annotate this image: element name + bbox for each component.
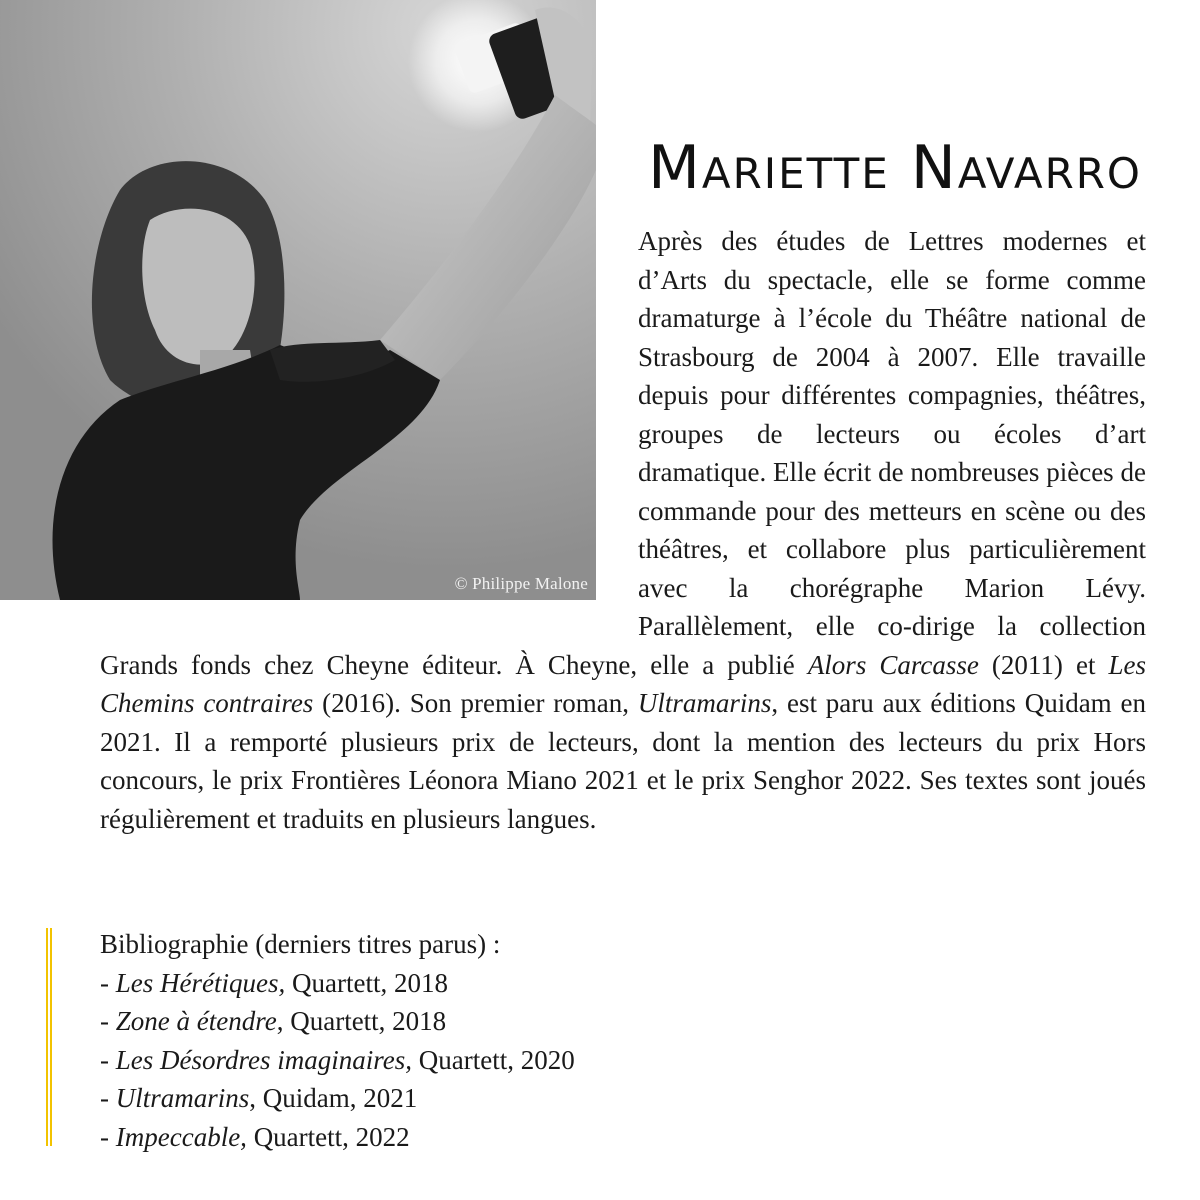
- bibliography-publisher: , Quartett, 2018: [276, 1006, 447, 1036]
- bibliography-publisher: , Quidam, 2021: [249, 1083, 418, 1113]
- bio-text-part3: (2016). Son premier roman,: [313, 688, 638, 718]
- bio-text-part4: , est paru aux éditions Quidam en 2021. Il a remporté plusieurs prix de lecteurs, dont la mention des lecteurs du prix Hors concours, le prix Frontières Léonora Miano 2021 et le prix Senghor 2022. Ses textes sont joués régulièrement et traduits en plusieurs langues.: [100, 688, 1146, 834]
- bibliography-heading: Bibliographie (derniers titres parus) :: [100, 929, 501, 959]
- bibliography-dash: -: [100, 1044, 116, 1075]
- bibliography-publisher: Quartett, 2020: [412, 1044, 575, 1075]
- bio-text-part1: Après des études de Lettres modernes et d’Arts du spectacle, elle se forme comme dramaturge à l’école du Théâtre national de Strasbourg de 2004 à 2007. Elle travaille depuis pour différentes compagnies, théâtres, groupes de lecteurs ou écoles d’art dramatique. Elle écrit de nombreuses pièces de commande pour des metteurs en scène ou des théâtres, et collabore plus particulièrement avec la chorégraphe Marion Lévy. Parallèlement, elle co-dirige la collection Grands fonds chez Cheyne éditeur. À Cheyne, elle a publié: [100, 226, 1146, 680]
- bibliography-item: [100, 1118, 1000, 1157]
- bibliography-publisher: Quartett, 2018: [285, 967, 448, 998]
- bibliography-title: Ultramarins: [115, 1083, 250, 1113]
- bibliography-title: Les Hérétiques,: [115, 967, 286, 998]
- author-name: Mariette Navarro: [648, 133, 1142, 203]
- bibliography-title: Impeccable,: [115, 1121, 247, 1152]
- bibliography-item: [100, 1002, 1000, 1041]
- bibliography-section: [100, 925, 1000, 1156]
- bibliography-title: Zone à étendre: [115, 1006, 277, 1036]
- bibliography-dash: -: [100, 1083, 116, 1113]
- photo-credit: © Philippe Malone: [454, 574, 588, 593]
- bibliography-accent-bar: [46, 928, 52, 1146]
- bibliography-title: Les Désordres imaginaires,: [115, 1044, 412, 1075]
- bio-text-part2: (2011) et: [978, 649, 1109, 680]
- bibliography-publisher: Quartett, 2022: [246, 1121, 410, 1152]
- bibliography-item: [100, 1079, 1000, 1118]
- bio-title-ultramarins: Ultramarins: [637, 688, 772, 718]
- biography-paragraph: [100, 222, 1146, 838]
- photo-wrap-spacer: [100, 222, 638, 613]
- bio-title-alors-carcasse: Alors Carcasse: [807, 649, 979, 680]
- bibliography-dash: -: [100, 967, 116, 998]
- bibliography-dash: -: [100, 1121, 116, 1152]
- bibliography-item: [100, 1041, 1000, 1080]
- bio-title-les-chemins-contraires: Les Chemins contraires: [100, 649, 1147, 718]
- bibliography-item: [100, 964, 1000, 1003]
- bibliography-dash: -: [100, 1006, 116, 1036]
